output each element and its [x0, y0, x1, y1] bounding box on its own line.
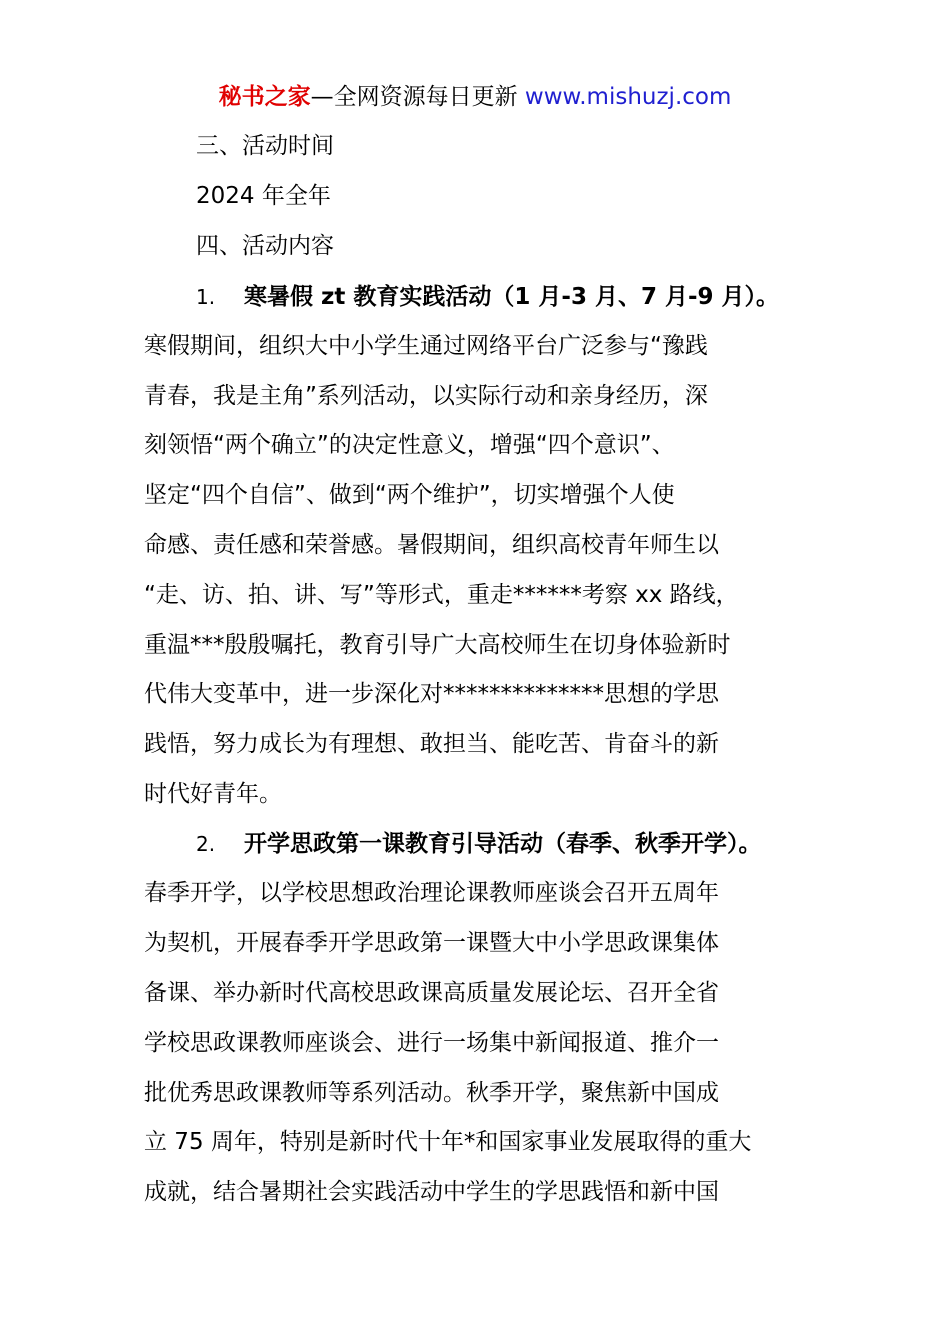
item-1-line: 重温***殷殷嘱托，教育引导广大高校师生在切身体验新时 — [144, 632, 731, 658]
item-2-line: 为契机，开展春季开学思政第一课暨大中小学思政课集体 — [144, 930, 719, 956]
section-heading-content: 四、活动内容 — [196, 233, 334, 259]
item-2-title: 开学思政第一课教育引导活动（春季、秋季开学）。 — [244, 831, 762, 857]
item-2-line: 立 75 周年，特别是新时代十年*和国家事业发展取得的重大 — [144, 1129, 752, 1155]
item-1-number: 1. — [196, 285, 216, 309]
item-1-line: 命感、责任感和荣誉感。暑假期间，组织高校青年师生以 — [144, 532, 719, 558]
item-1-line: 青春，我是主角”系列活动，以实际行动和亲身经历，深 — [144, 383, 708, 409]
item-1-title: 寒暑假 zt 教育实践活动（1 月-3 月、7 月-9 月）。 — [244, 284, 780, 310]
item-1-heading — [196, 282, 779, 312]
item-2-line: 春季开学，以学校思想政治理论课教师座谈会召开五周年 — [144, 880, 719, 906]
item-2-number: 2. — [196, 832, 216, 856]
item-2-line: 成就，结合暑期社会实践活动中学生的学思践悟和新中国 — [144, 1179, 719, 1205]
item-2-heading — [196, 829, 762, 859]
item-1-line: 刻领悟“两个确立”的决定性意义，增强“四个意识”、 — [144, 432, 675, 458]
item-2-line: 批优秀思政课教师等系列活动。秋季开学，聚焦新中国成 — [144, 1080, 719, 1106]
item-1-line: 时代好青年。 — [144, 781, 282, 807]
item-1-line: 寒假期间，组织大中小学生通过网络平台广泛参与“豫践 — [144, 333, 708, 359]
item-2-line: 备课、举办新时代高校思政课高质量发展论坛、召开全省 — [144, 980, 719, 1006]
item-1-line: “走、访、拍、讲、写”等形式，重走******考察 xx 路线， — [144, 582, 739, 608]
item-1-line: 代伟大变革中，进一步深化对**************思想的学思 — [144, 681, 719, 707]
site-url[interactable]: www.mishuzj.com — [524, 84, 732, 110]
section-text-time: 2024 年全年 — [196, 183, 331, 209]
item-1-line: 践悟，努力成长为有理想、敢担当、能吃苦、肯奋斗的新 — [144, 731, 719, 757]
section-heading-time: 三、活动时间 — [196, 133, 334, 159]
brand-name: 秘书之家 — [218, 84, 311, 110]
item-1-line: 坚定“四个自信”、做到“两个维护”，切实增强个人使 — [144, 482, 675, 508]
site-header — [0, 82, 950, 112]
header-tagline: —全网资源每日更新 — [310, 84, 525, 110]
item-2-line: 学校思政课教师座谈会、进行一场集中新闻报道、推介一 — [144, 1030, 719, 1056]
